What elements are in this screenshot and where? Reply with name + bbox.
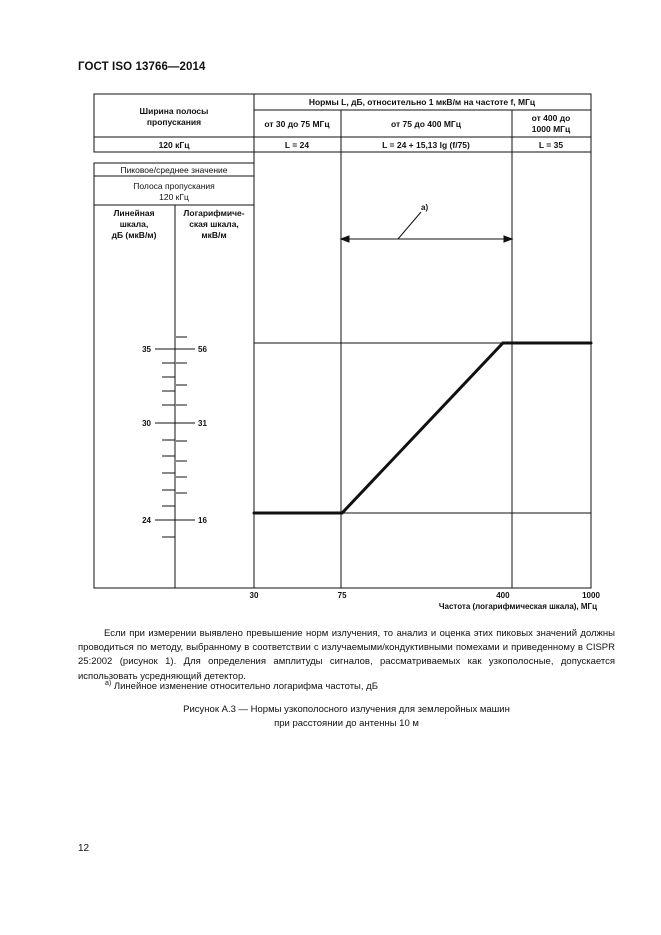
body-paragraph	[78, 627, 615, 684]
range-75-400: от 75 до 400 МГц	[391, 119, 461, 129]
x-axis-label: Частота (логарифмическая шкала), МГц	[438, 602, 597, 611]
range-30-75: от 30 до 75 МГц	[264, 119, 330, 129]
range-400-1000-line2: 1000 МГц	[531, 124, 571, 134]
limit-line	[254, 343, 591, 513]
annotation-label: a)	[421, 203, 429, 212]
range-400-1000-line1: от 400 до	[531, 113, 571, 123]
bandwidth-value: 120 кГц	[158, 140, 190, 150]
caption-line2: при расстоянии до антенны 10 м	[274, 717, 419, 729]
log-tick-56: 56	[198, 345, 207, 354]
linear-scale-line1: Линейная	[113, 208, 155, 218]
log-tick-31: 31	[198, 419, 207, 428]
formula-30-75: L = 24	[284, 140, 310, 150]
formula-400-1000: L = 35	[538, 140, 564, 150]
chart-area-border	[254, 152, 591, 588]
linear-tick-35: 35	[142, 345, 151, 354]
footnote-text: Линейное изменение относительно логарифма частоты, дБ	[113, 681, 378, 693]
x-tick-400: 400	[496, 591, 510, 600]
x-tick-75: 75	[337, 591, 347, 600]
linear-tick-24: 24	[142, 516, 151, 525]
footnote	[105, 680, 378, 692]
x-tick-30: 30	[249, 591, 259, 600]
bandwidth-header-line1: Ширина полосы	[139, 106, 209, 116]
x-tick-1000: 1000	[582, 591, 600, 600]
linear-scale-line3: дБ (мкВ/м)	[111, 230, 157, 240]
limit-point	[253, 512, 256, 515]
figure-caption	[78, 703, 615, 730]
bandwidth-header-line2: пропускания	[146, 117, 202, 127]
passband-label-line1: Полоса пропускания	[133, 181, 215, 191]
passband-label-line2: 120 кГц	[159, 192, 189, 202]
norm-header: Нормы L, дБ, относительно 1 мкВ/м на частоте f, МГц	[308, 97, 536, 107]
body-paragraph-text: Если при измерении выявлено превышение норм излучения, то анализ и оценка этих пиковых значений должны проводиться по методу, выбранному в соответствии с излучаемыми/кондуктивными помехами и приведенному в CISPR 25:2002 (рисунок 1). Для определения амплитуды сигналов, рассматриваемых как узкополосные, допускается использовать усредняющий детектор.	[78, 628, 615, 682]
linear-scale-line2: шкала,	[119, 219, 149, 229]
linear-tick-30: 30	[142, 419, 151, 428]
limit-point	[501, 342, 504, 345]
log-scale-line3: мкВ/м	[201, 230, 227, 240]
log-scale-line1: Логарифмиче-	[183, 208, 245, 218]
limit-point	[590, 342, 593, 345]
caption-line1: Рисунок А.3 — Нормы узкополосного излучения для землеройных машин	[183, 704, 510, 715]
detector-label: Пиковое/среднее значение	[120, 165, 228, 175]
page-number: 12	[78, 843, 90, 854]
footnote-mark: a)	[105, 680, 112, 687]
log-scale-line2: ская шкала,	[189, 219, 239, 229]
log-tick-16: 16	[198, 516, 207, 525]
limit-point	[341, 512, 344, 515]
annotation-arrow	[341, 212, 512, 242]
document-header: ГОСТ ISO 13766—2014	[78, 61, 206, 73]
formula-75-400: L = 24 + 15,13 lg (f/75)	[382, 140, 470, 150]
